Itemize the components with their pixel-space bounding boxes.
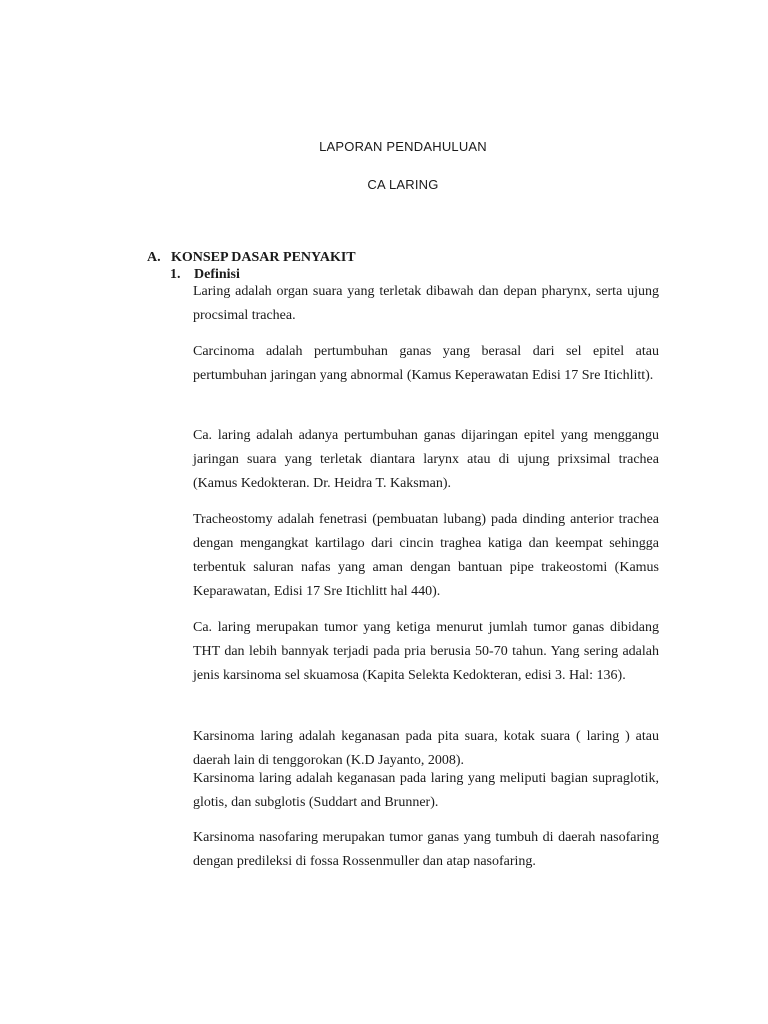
paragraph-tracheostomy: Tracheostomy adalah fenetrasi (pembuatan lubang) pada dinding anterior trachea dengan mengangkat kartilago dari cincin traghea katiga dan keempat sehingga terbentuk saluran nafas yang aman dengan bantuan pipe trakeostomi (Kamus Keparawatan, Edisi 17 Sre Itichlitt hal 440). bbox=[193, 512, 659, 599]
subsection-heading-text: Definisi bbox=[194, 267, 240, 282]
section-heading-text: KONSEP DASAR PENYAKIT bbox=[171, 250, 356, 265]
paragraph-ca-laring-tumor: Ca. laring merupakan tumor yang ketiga menurut jumlah tumor ganas dibidang THT dan lebih bannyak terjadi pada pria berusia 50-70 tahun. Yang sering adalah jenis karsinoma sel skuamosa (Kapita Selekta Kedokteran, edisi 3. Hal: 136). bbox=[193, 620, 659, 683]
paragraph-laring: Laring adalah organ suara yang terletak dibawah dan depan pharynx, serta ujung procsimal trachea. bbox=[193, 284, 659, 323]
document-title: LAPORAN PENDAHULUAN bbox=[319, 139, 487, 154]
subsection-marker: 1. bbox=[170, 267, 181, 282]
paragraph-karsinoma-nasofaring: Karsinoma nasofaring merupakan tumor ganas yang tumbuh di daerah nasofaring dengan predileksi di fossa Rossenmuller dan atap nasofaring. bbox=[193, 830, 659, 869]
paragraph-carcinoma: Carcinoma adalah pertumbuhan ganas yang berasal dari sel epitel atau pertumbuhan jaringan yang abnormal (Kamus Keperawatan Edisi 17 Sre Itichlitt). bbox=[193, 344, 659, 383]
section-heading bbox=[147, 250, 356, 266]
paragraph-ca-laring: Ca. laring adalah adanya pertumbuhan ganas dijaringan epitel yang menggangu jaringan suara yang terletak diantara larynx atau di ujung prixsimal trachea (Kamus Kedokteran. Dr. Heidra T. Kaksman). bbox=[193, 428, 659, 491]
paragraph-karsinoma-2: Karsinoma laring adalah keganasan pada laring yang meliputi bagian supraglotik, glotis, dan subglotis (Suddart and Brunner). bbox=[193, 771, 659, 810]
paragraph-karsinoma-1: Karsinoma laring adalah keganasan pada pita suara, kotak suara ( laring ) atau daerah lain di tenggorokan (K.D Jayanto, 2008). bbox=[193, 729, 659, 768]
section-marker: A. bbox=[147, 250, 161, 265]
document-subtitle: CA LARING bbox=[367, 177, 439, 192]
